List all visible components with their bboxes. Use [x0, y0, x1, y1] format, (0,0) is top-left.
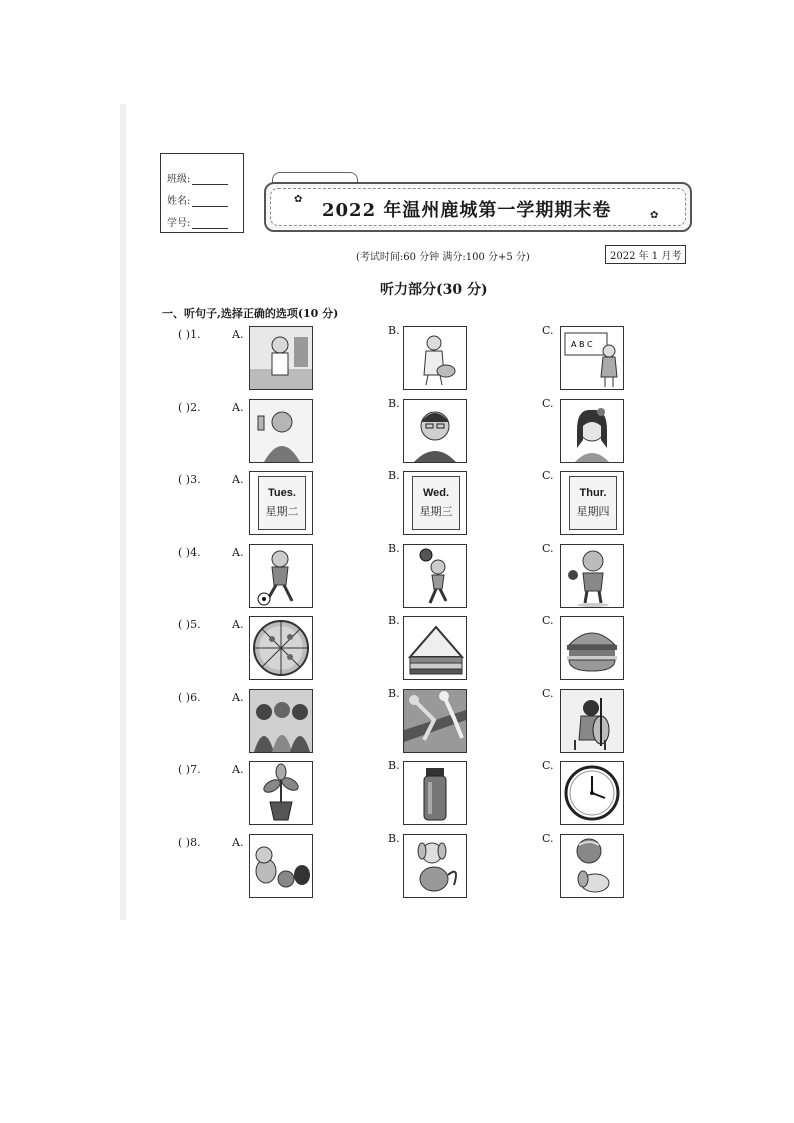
option-picture[interactable]	[560, 834, 624, 898]
question-row	[0, 542, 794, 612]
bee-icon: ✿	[294, 194, 303, 205]
option-label: B.	[388, 541, 400, 555]
question-row	[0, 614, 794, 684]
day-english: Wed.	[422, 487, 450, 499]
option-label: C.	[542, 541, 554, 555]
option-label: B.	[388, 831, 400, 845]
question-number[interactable]: ( )6.	[178, 690, 201, 704]
student-id-field[interactable]: 学号:	[167, 214, 228, 229]
day-card	[569, 476, 617, 530]
clock-icon	[561, 762, 623, 824]
option-label: C.	[542, 324, 554, 337]
day-card	[258, 476, 306, 530]
exam-date-badge: 2022 年 1 月考	[605, 245, 686, 264]
question-number[interactable]: ( )3.	[178, 473, 201, 486]
name-field[interactable]: 姓名:	[167, 192, 228, 207]
option-picture[interactable]	[249, 544, 313, 608]
dog-balls-icon	[250, 835, 312, 897]
question-number[interactable]: ( )8.	[178, 835, 201, 849]
question-number[interactable]: ( )5.	[178, 618, 201, 631]
bottle-icon	[404, 762, 466, 824]
option-label: C.	[542, 759, 554, 772]
option-picture[interactable]	[403, 326, 467, 390]
painter-icon	[404, 327, 466, 389]
young-man-icon	[404, 400, 466, 462]
option-label: A.	[232, 763, 244, 776]
option-picture[interactable]	[560, 326, 624, 390]
option-picture[interactable]	[403, 834, 467, 898]
option-label: B.	[388, 686, 400, 700]
option-label: C.	[542, 396, 554, 410]
question-row	[0, 397, 794, 467]
question-row	[0, 687, 794, 757]
option-label: A.	[232, 545, 244, 559]
question-instruction: 一、听句子,选择正确的选项(10 分)	[162, 307, 339, 320]
day-chinese: 星期四	[576, 505, 610, 518]
day-english: Thur.	[579, 487, 607, 499]
question-number[interactable]: ( )2.	[178, 400, 201, 414]
option-label: B.	[388, 324, 400, 337]
teacher-icon	[561, 327, 623, 389]
option-picture[interactable]	[249, 471, 313, 535]
class-field[interactable]: 班级:	[167, 170, 228, 185]
option-picture[interactable]	[403, 471, 467, 535]
football-boy-icon	[250, 545, 312, 607]
option-picture[interactable]	[249, 399, 313, 463]
student-info-box	[160, 153, 244, 233]
option-picture[interactable]	[249, 326, 313, 390]
cook-icon	[250, 327, 312, 389]
dog-under-ball-icon	[561, 835, 623, 897]
option-label: B.	[388, 396, 400, 410]
sandwich-icon	[404, 617, 466, 679]
pizza-icon	[250, 617, 312, 679]
option-picture[interactable]	[403, 399, 467, 463]
option-picture[interactable]	[249, 616, 313, 680]
option-label: A.	[232, 400, 244, 414]
question-row	[0, 759, 794, 829]
option-picture[interactable]	[560, 544, 624, 608]
option-picture[interactable]	[403, 544, 467, 608]
option-label: C.	[542, 831, 554, 845]
option-label: A.	[232, 473, 244, 486]
option-picture[interactable]	[560, 616, 624, 680]
option-label: C.	[542, 614, 554, 627]
option-picture[interactable]	[249, 689, 313, 753]
plant-icon	[250, 762, 312, 824]
pingpong-boy-icon	[561, 545, 623, 607]
question-row	[0, 324, 794, 394]
dancers-icon	[404, 690, 466, 752]
option-label: A.	[232, 618, 244, 631]
day-card	[412, 476, 460, 530]
cello-girl-icon	[561, 690, 623, 752]
day-chinese: 星期三	[419, 505, 453, 518]
exam-time-score: (考试时间:60 分钟 满分:100 分+5 分)	[356, 252, 530, 263]
option-picture[interactable]	[560, 471, 624, 535]
option-label: B.	[388, 759, 400, 772]
hamburger-icon	[561, 617, 623, 679]
option-label: A.	[232, 835, 244, 849]
man-thumb-icon	[250, 400, 312, 462]
option-label: A.	[232, 690, 244, 704]
option-picture[interactable]	[403, 761, 467, 825]
girl-icon	[561, 400, 623, 462]
option-picture[interactable]	[560, 689, 624, 753]
option-picture[interactable]	[403, 689, 467, 753]
section-title: 听力部分(30 分)	[380, 282, 488, 298]
day-english: Tues.	[268, 487, 296, 499]
exam-title: 2022 年温州鹿城第一学期期末卷	[322, 200, 612, 221]
option-picture[interactable]	[560, 399, 624, 463]
bee-icon: ✿	[650, 210, 659, 221]
option-picture[interactable]	[249, 761, 313, 825]
option-label: C.	[542, 686, 554, 700]
option-picture[interactable]	[403, 616, 467, 680]
svg-text:A B C: A B C	[571, 340, 593, 349]
question-row	[0, 832, 794, 902]
option-label: A.	[232, 328, 244, 341]
question-number[interactable]: ( )4.	[178, 545, 201, 559]
singers-icon	[250, 690, 312, 752]
option-label: B.	[388, 614, 400, 627]
question-number[interactable]: ( )7.	[178, 763, 201, 776]
question-row	[0, 469, 794, 539]
option-picture[interactable]	[249, 834, 313, 898]
option-picture[interactable]	[560, 761, 624, 825]
day-chinese: 星期二	[265, 505, 299, 518]
option-label: C.	[542, 469, 554, 482]
basketball-boy-icon	[404, 545, 466, 607]
question-number[interactable]: ( )1.	[178, 328, 201, 341]
option-label: B.	[388, 469, 400, 482]
dog-ball-icon	[404, 835, 466, 897]
